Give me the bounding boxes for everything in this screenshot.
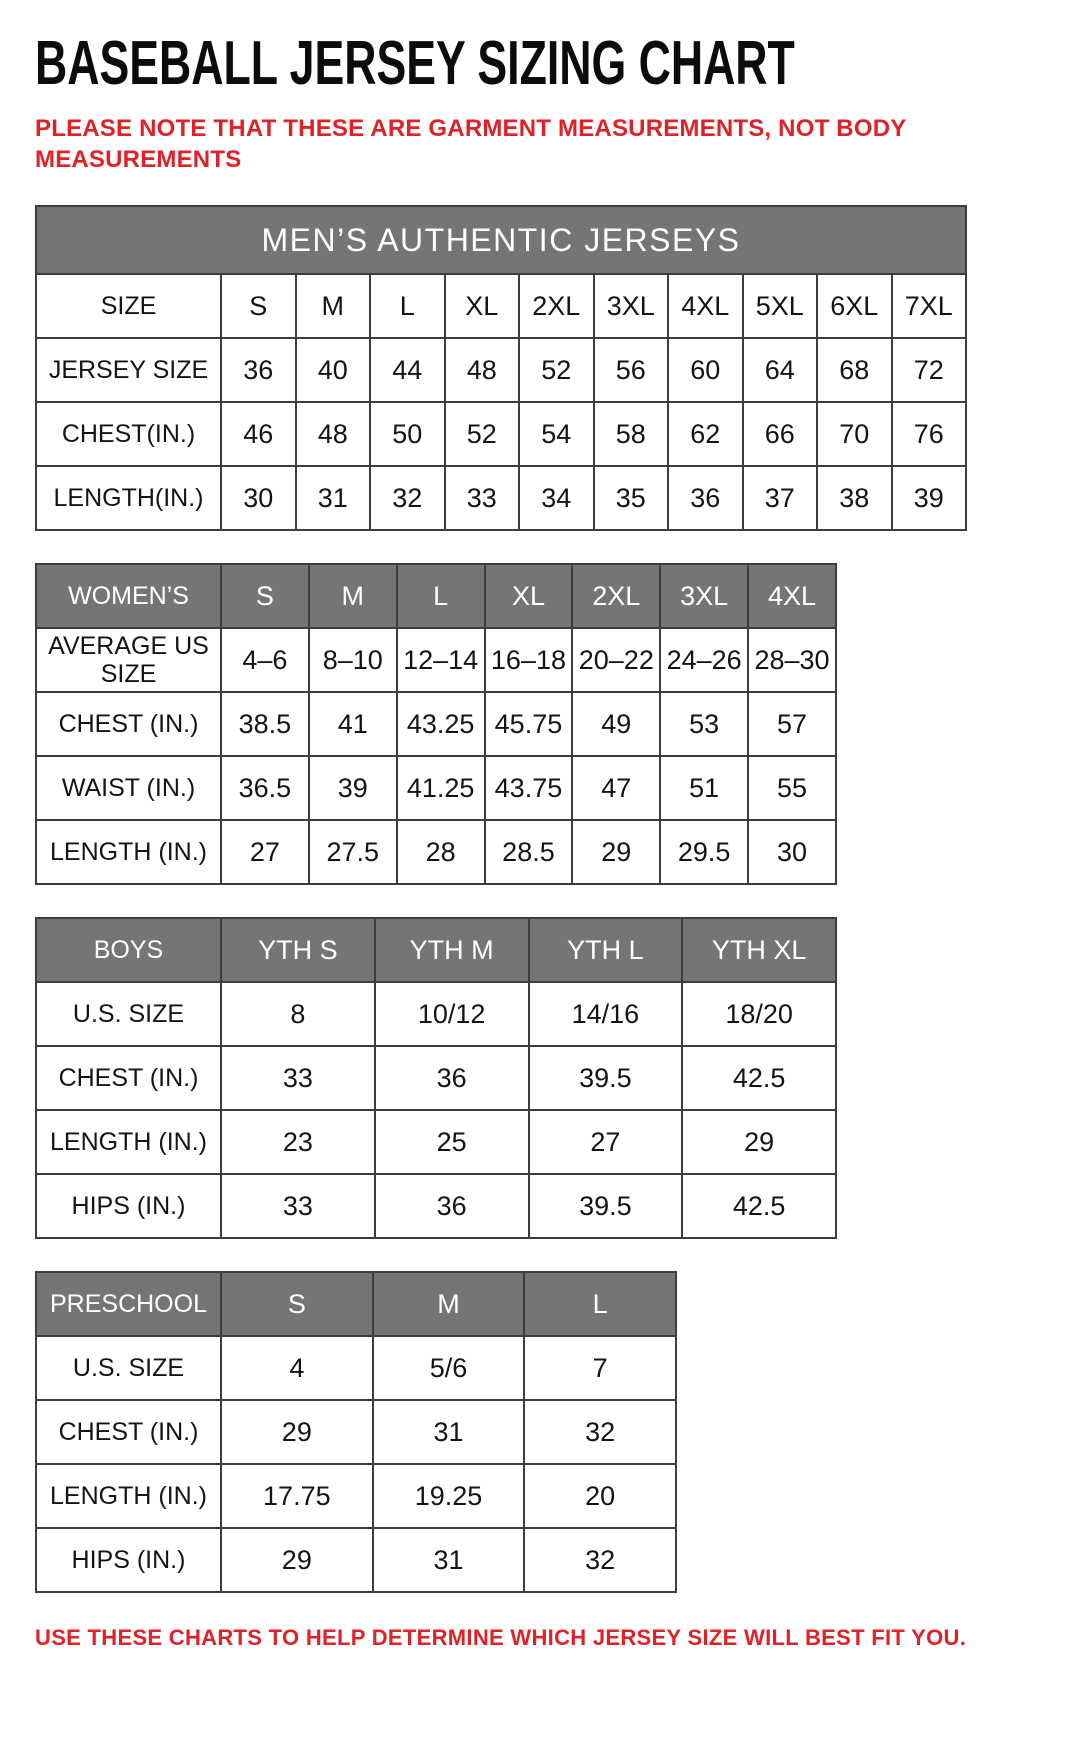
- table-cell: L: [370, 274, 445, 338]
- mens-banner: MEN’S AUTHENTIC JERSEYS: [36, 206, 966, 274]
- table-cell: 8–10: [309, 628, 397, 692]
- womens-table: [35, 563, 837, 885]
- table-cell: 29: [682, 1110, 836, 1174]
- column-header: XL: [485, 564, 573, 628]
- mens-banner-row: [36, 206, 966, 274]
- table-row: [36, 1110, 836, 1174]
- table-cell: 20: [524, 1464, 676, 1528]
- row-label: WAIST (IN.): [36, 756, 221, 820]
- table-cell: 28–30: [748, 628, 836, 692]
- column-header: S: [221, 564, 309, 628]
- row-label: CHEST(IN.): [36, 402, 221, 466]
- column-header: 4XL: [748, 564, 836, 628]
- table-row: [36, 1464, 676, 1528]
- table-cell: 33: [221, 1046, 375, 1110]
- table-cell: 66: [743, 402, 818, 466]
- table-cell: 10/12: [375, 982, 529, 1046]
- tables-container: [35, 205, 1042, 1593]
- table-cell: 44: [370, 338, 445, 402]
- table-cell: M: [296, 274, 371, 338]
- boys-header-row: [36, 918, 836, 982]
- table-row: [36, 1046, 836, 1110]
- table-cell: 60: [668, 338, 743, 402]
- page-title: BASEBALL JERSEY SIZING CHART: [35, 29, 795, 98]
- mens-table: [35, 205, 967, 531]
- table-cell: 56: [594, 338, 669, 402]
- table-row: [36, 628, 836, 692]
- row-label: U.S. SIZE: [36, 1336, 221, 1400]
- column-header: 2XL: [572, 564, 660, 628]
- table-cell: 62: [668, 402, 743, 466]
- table-cell: 35: [594, 466, 669, 530]
- row-label: LENGTH (IN.): [36, 1464, 221, 1528]
- table-cell: 39.5: [529, 1046, 683, 1110]
- table-cell: 53: [660, 692, 748, 756]
- table-cell: 18/20: [682, 982, 836, 1046]
- column-header: L: [397, 564, 485, 628]
- table-cell: 7: [524, 1336, 676, 1400]
- table-cell: 46: [221, 402, 296, 466]
- table-cell: 30: [748, 820, 836, 884]
- table-cell: 45.75: [485, 692, 573, 756]
- table-cell: 20–22: [572, 628, 660, 692]
- column-header: YTH M: [375, 918, 529, 982]
- column-header: M: [373, 1272, 525, 1336]
- table-cell: 28: [397, 820, 485, 884]
- table-row: [36, 466, 966, 530]
- table-cell: S: [221, 274, 296, 338]
- table-cell: 7XL: [892, 274, 967, 338]
- table-cell: 39: [309, 756, 397, 820]
- table-cell: 48: [445, 338, 520, 402]
- table-cell: 38: [817, 466, 892, 530]
- table-cell: 31: [373, 1400, 525, 1464]
- table-cell: 39.5: [529, 1174, 683, 1238]
- table-cell: 52: [519, 338, 594, 402]
- table-row: [36, 1174, 836, 1238]
- row-label: CHEST (IN.): [36, 1400, 221, 1464]
- column-header: YTH L: [529, 918, 683, 982]
- table-cell: 31: [373, 1528, 525, 1592]
- row-label: HIPS (IN.): [36, 1174, 221, 1238]
- table-cell: 52: [445, 402, 520, 466]
- row-label: LENGTH(IN.): [36, 466, 221, 530]
- table-cell: 36: [375, 1046, 529, 1110]
- table-row: [36, 982, 836, 1046]
- column-header: M: [309, 564, 397, 628]
- table-cell: 39: [892, 466, 967, 530]
- row-label: SIZE: [36, 274, 221, 338]
- column-header: YTH XL: [682, 918, 836, 982]
- table-cell: 34: [519, 466, 594, 530]
- table-cell: 5XL: [743, 274, 818, 338]
- table-cell: 6XL: [817, 274, 892, 338]
- row-label: U.S. SIZE: [36, 982, 221, 1046]
- row-label: LENGTH (IN.): [36, 820, 221, 884]
- table-row: [36, 1528, 676, 1592]
- womens-header-label: WOMEN’S: [36, 564, 221, 628]
- table-cell: 76: [892, 402, 967, 466]
- table-row: [36, 1400, 676, 1464]
- table-cell: 29: [572, 820, 660, 884]
- table-row: [36, 338, 966, 402]
- table-cell: 43.25: [397, 692, 485, 756]
- table-cell: 41: [309, 692, 397, 756]
- table-cell: 51: [660, 756, 748, 820]
- row-label: HIPS (IN.): [36, 1528, 221, 1592]
- column-header: L: [524, 1272, 676, 1336]
- row-label: AVERAGE US SIZE: [36, 628, 221, 692]
- table-cell: 50: [370, 402, 445, 466]
- table-cell: 4: [221, 1336, 373, 1400]
- row-label: LENGTH (IN.): [36, 1110, 221, 1174]
- table-cell: 3XL: [594, 274, 669, 338]
- table-cell: 55: [748, 756, 836, 820]
- table-cell: 4–6: [221, 628, 309, 692]
- table-cell: 42.5: [682, 1046, 836, 1110]
- table-cell: 33: [221, 1174, 375, 1238]
- table-cell: 29: [221, 1400, 373, 1464]
- table-cell: 32: [524, 1528, 676, 1592]
- table-row: [36, 274, 966, 338]
- table-row: [36, 820, 836, 884]
- table-cell: 37: [743, 466, 818, 530]
- table-cell: 27: [221, 820, 309, 884]
- column-header: YTH S: [221, 918, 375, 982]
- table-cell: 16–18: [485, 628, 573, 692]
- womens-header-row: [36, 564, 836, 628]
- table-cell: 36: [375, 1174, 529, 1238]
- table-cell: 36.5: [221, 756, 309, 820]
- table-cell: 68: [817, 338, 892, 402]
- table-cell: 48: [296, 402, 371, 466]
- row-label: CHEST (IN.): [36, 692, 221, 756]
- table-row: [36, 756, 836, 820]
- table-cell: 17.75: [221, 1464, 373, 1528]
- table-cell: 64: [743, 338, 818, 402]
- footer-text: USE THESE CHARTS TO HELP DETERMINE WHICH JERSEY SIZE WILL BEST FIT YOU.: [35, 1625, 967, 1651]
- table-row: [36, 692, 836, 756]
- table-cell: 8: [221, 982, 375, 1046]
- preschool-header-label: PRESCHOOL: [36, 1272, 221, 1336]
- table-cell: 14/16: [529, 982, 683, 1046]
- table-row: [36, 402, 966, 466]
- table-cell: 32: [370, 466, 445, 530]
- table-cell: 36: [668, 466, 743, 530]
- table-cell: 29.5: [660, 820, 748, 884]
- row-label: JERSEY SIZE: [36, 338, 221, 402]
- table-cell: 30: [221, 466, 296, 530]
- table-cell: 32: [524, 1400, 676, 1464]
- table-cell: 4XL: [668, 274, 743, 338]
- preschool-header-row: [36, 1272, 676, 1336]
- table-cell: 36: [221, 338, 296, 402]
- table-cell: 57: [748, 692, 836, 756]
- column-header: S: [221, 1272, 373, 1336]
- boys-table: [35, 917, 837, 1239]
- table-cell: 25: [375, 1110, 529, 1174]
- table-cell: 33: [445, 466, 520, 530]
- table-cell: 42.5: [682, 1174, 836, 1238]
- table-cell: 58: [594, 402, 669, 466]
- table-cell: 24–26: [660, 628, 748, 692]
- table-cell: 23: [221, 1110, 375, 1174]
- table-cell: 72: [892, 338, 967, 402]
- table-cell: 27.5: [309, 820, 397, 884]
- garment-note-text: PLEASE NOTE THAT THESE ARE GARMENT MEASUREMENTS, NOT BODY MEASUREMENTS: [35, 115, 907, 174]
- table-cell: 47: [572, 756, 660, 820]
- boys-header-label: BOYS: [36, 918, 221, 982]
- table-cell: 19.25: [373, 1464, 525, 1528]
- table-cell: 54: [519, 402, 594, 466]
- table-row: [36, 1336, 676, 1400]
- preschool-table: [35, 1271, 677, 1593]
- table-cell: 40: [296, 338, 371, 402]
- column-header: 3XL: [660, 564, 748, 628]
- table-cell: 70: [817, 402, 892, 466]
- table-cell: 49: [572, 692, 660, 756]
- table-cell: 2XL: [519, 274, 594, 338]
- table-cell: 31: [296, 466, 371, 530]
- table-cell: 28.5: [485, 820, 573, 884]
- table-cell: 12–14: [397, 628, 485, 692]
- table-cell: 38.5: [221, 692, 309, 756]
- table-cell: XL: [445, 274, 520, 338]
- table-cell: 29: [221, 1528, 373, 1592]
- table-cell: 41.25: [397, 756, 485, 820]
- table-cell: 27: [529, 1110, 683, 1174]
- table-cell: 43.75: [485, 756, 573, 820]
- row-label: CHEST (IN.): [36, 1046, 221, 1110]
- table-cell: 5/6: [373, 1336, 525, 1400]
